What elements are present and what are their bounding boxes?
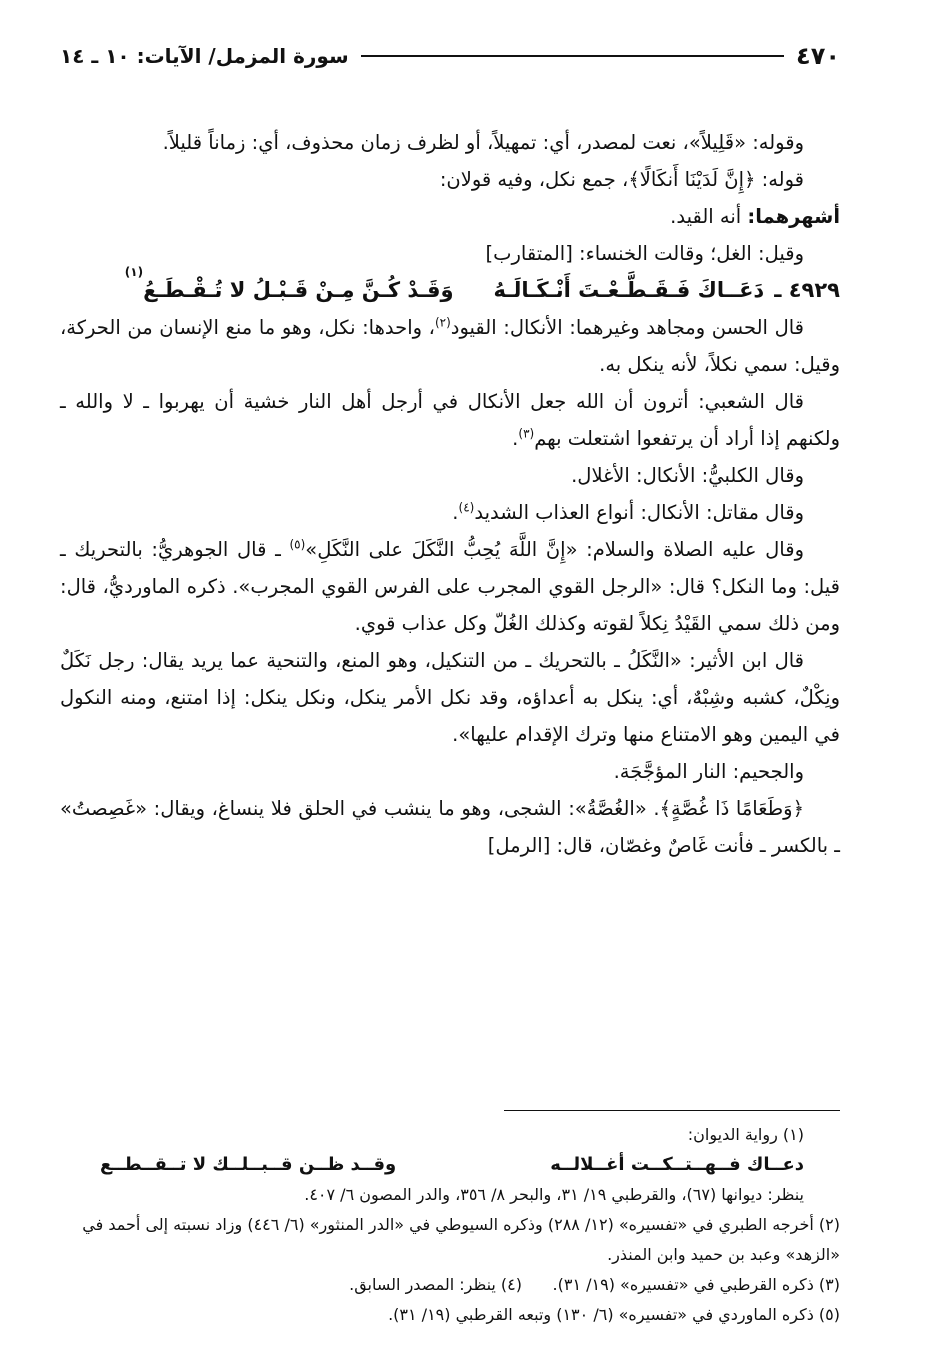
text-span: قال الشعبي: أترون أن الله جعل الأنكال في أرجل أهل النار خشية أن يهربوا ـ لا والله ـ ولكنهم إذا أراد أن يرتفعوا اشتعلت بهم [60,390,840,450]
page-header [60,36,840,76]
footnote-2: (٢) أخرجه الطبري في «تفسيره» (١٢/ ٢٨٨) وذكره السيوطي في «الدر المنثور» (٦/ ٤٤٦) وزاد نسبته إلى أحمد في «الزهد» وعبد بن حميد وابن المنذر. [82,1215,840,1264]
footnote-separator [504,1110,840,1111]
paragraph [60,309,840,383]
footnote-marker[interactable]: (٢) [434,315,451,330]
text-span: أنه القيد. [670,205,748,228]
text-span: . [452,501,459,524]
paragraph: قوله: ﴿إِنَّ لَدَيْنَا أَنكَالًا﴾، جمع نكل، وفيه قولان: [439,168,804,191]
bold-term: أشهرهما: [747,205,840,228]
text-span: ـ قال الجوهريُّ: بالتحريك ـ قيل: وما النكل؟ قال: «الرجل القوي المجرب على الفرس القوي المجرب». ذكره الماورديُّ، قال: ومن ذلك سمي القَيْدُ نِكلاً لقوته وكذلك الغُلّ وكل عذاب قوي. [60,538,840,635]
verse-hemistich-second: وَقَـدْ كُـنَّ مِـنْ قَـبْـلُ لا تُـقْـطَـعُ [143,278,454,302]
footnote-marker[interactable]: (١) [124,265,144,279]
main-text [60,124,840,864]
footnote-marker[interactable]: (٣) [518,426,535,441]
text-span: قال الحسن ومجاهد وغيرهما: الأنكال: القيود [450,316,805,339]
paragraph: والجحيم: النار المؤجَّجَة. [613,760,804,783]
footnote-3-4: (٣) ذكره القرطبي في «تفسيره» (١٩/ ٣١). (٤) ينظر: المصدر السابق. [349,1275,840,1294]
paragraph: ﴿وَطَعَامًا ذَا غُصَّةٍ﴾. «الغُصَّةُ»: الشجى، وهو ما ينشب في الحلق فلا ينساغ، ويقال: «غَصِصتُ» ـ بالكسر ـ فأنت غَاصٌ وغصّان، قال: [الرمل] [60,797,840,857]
paragraph [60,531,840,642]
footnotes [60,1120,840,1330]
paragraph: وقال الكلبيُّ: الأنكال: الأغلال. [571,464,804,487]
footnote-verse [60,1150,840,1180]
footnote-marker[interactable]: (٤) [458,500,475,515]
header-rule [361,55,784,57]
page [60,36,840,1324]
poetry-verse [60,265,840,309]
paragraph [60,494,840,531]
text-span: وقال عليه الصلاة والسلام: «إِنَّ اللَّهَ يُحِبُّ النَّكَلَ على النَّكَلِ» [305,538,804,561]
paragraph: وقيل: الغل؛ وقالت الخنساء: [المتقارب] [485,242,804,265]
text-span: ، واحدها: نكل، وهو ما منع الإنسان من الحركة، وقيل: سمي نكلاً، لأنه ينكل به. [60,316,840,376]
paragraph: قال ابن الأثير: «النَّكَلُ ـ بالتحريك ـ من التنكيل، وهو المنع، والتنحية عما يريد يقال: رجل نَكَلٌ ونِكْلٌ، كشبه وشِبْهٌ، أي: ينكل به أعداؤه، وقد نكل الأمر ينكل، ونكل ينكل: إذا امتنع، ومنه النكول في اليمين وهو الامتناع منها وترك الإقدام عليها». [60,649,840,746]
footnote-marker[interactable]: (٥) [289,537,306,552]
footnote-5: (٥) ذكره الماوردي في «تفسيره» (٦/ ١٣٠) وتبعه القرطبي (١٩/ ٣١). [388,1305,840,1324]
footnote-reference: ينظر: ديوانها (٦٧)، والقرطبي ١٩/ ٣١، والبحر ٨/ ٣٥٦، والدر المصون ٦/ ٤٠٧. [304,1185,804,1204]
verse-hemistich-first: دعــاك فــهــتــكــت أغــلالــه [550,1154,804,1175]
paragraph [60,383,840,457]
running-title: سورة المزمل/ الآيات: ١٠ ـ ١٤ [60,44,349,68]
verse-hemistich-first: دَعَــاكَ فَـقَـطَّـعْـتَ أَنْـكَـالَـهُ [493,278,765,302]
paragraph [60,198,840,235]
verse-hemistich-second: وقــد ظــن قــبــلــك لا تــقــطــع [100,1154,397,1175]
verse-number: ٤٩٢٩ ـ [774,278,840,302]
text-span: وقال مقاتل: الأنكال: أنواع العذاب الشديد [474,501,804,524]
paragraph: وقوله: «قَلِيلاً»، نعت لمصدر، أي: تمهيلاً، أو لظرف زمان محذوف، أي: زماناً قليلاً. [162,131,804,154]
page-number: ٤٧٠ [796,42,840,70]
text-span: . [512,427,519,450]
footnote-1: (١) رواية الديوان: [687,1125,804,1144]
